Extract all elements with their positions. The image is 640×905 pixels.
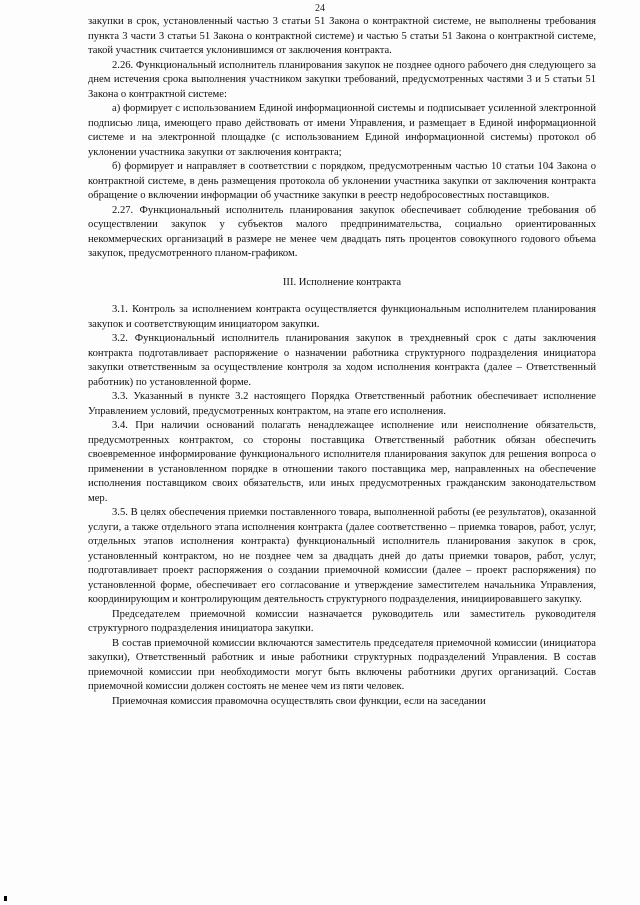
paragraph: 3.3. Указанный в пункте 3.2 настоящего Порядка Ответственный работник обеспечивает исполнение Управлением условий, предусмотренных контрактом, на этапе его исполнения. — [88, 391, 596, 417]
paragraph: а) формирует с использованием Единой информационной системы и подписывает усиленной электронной подписью лица, имеющего право действовать от имени Управления, и размещает в Единой информационной системе и на электронной площадке (с использованием Единой информационной системы) протокол об уклонении участника закупки от заключения контракта; — [88, 103, 596, 158]
section-heading: III. Исполнение контракта — [282, 276, 402, 288]
paragraph: 2.26. Функциональный исполнитель планирования закупок не позднее одного рабочего дня следующего за днем истечения срока выполнения участником закупки требований, предусмотренных частями 3 и 5 статьи 51 Закона о контрактной системе: — [88, 59, 596, 100]
paragraph: 2.27. Функциональный исполнитель планирования закупок обеспечивает соблюдение требования об осуществлении закупок у субъектов малого предпринимательства, социально ориентированных некоммерческих организаций в размере не менее чем двадцать пять процентов совокупного годового объема закупок, предусмотренного планом-графиком. — [88, 204, 596, 259]
paragraph: Приемочная комиссия правомочна осуществлять свои функции, если на заседании — [112, 695, 486, 707]
paragraph: закупки в срок, установленный частью 3 статьи 51 Закона о контрактной системе, не выполнены требования пункта 3 части 3 статьи 51 Закона о контрактной системе) и частью 5 статьи 51 Закона о контрактной системе, такой участник считается уклонившимся от заключения контракта. — [88, 16, 596, 56]
paragraph: б) формирует и направляет в соответствии с порядком, предусмотренным частью 10 статьи 104 Закона о контрактной системе, в день размещения протокола об уклонении участника закупки от заключения контракта обращение о включении информации об участнике закупки в реестр недобросовестных поставщиков. — [88, 161, 596, 201]
paragraph: 3.2. Функциональный исполнитель планирования закупок в трехдневный срок с даты заключения контракта подготавливает распоряжение о назначении работника структурного подразделения инициатора закупки ответственным за осуществление контроля за ходом исполнения контракта (далее – Ответственный работник) по установленной форме. — [88, 333, 596, 388]
paragraph: Председателем приемочной комиссии назначается руководитель или заместитель руководителя структурного подразделения инициатора закупки. — [88, 608, 596, 634]
paragraph: В состав приемочной комиссии включаются заместитель председателя приемочной комиссии (инициатора закупки), Ответственный работник и иные работники структурных подразделений Управления. В состав приемочной комиссии при необходимости могут быть включены работники других организаций. Состав приемочной комиссии должен состоять не менее чем из пяти человек. — [88, 637, 596, 692]
paragraph: 3.4. При наличии оснований полагать ненадлежащее исполнение или неисполнение обязательств, предусмотренных контрактом, со стороны поставщика Ответственный работник обязан обеспечить своевременное информирование функционального исполнителя планирования закупок для решения вопроса о применении в установленном порядке в отношении такого поставщика мер, направленных на обеспечение исполнения поставщиком своих обязательств, или иных предусмотренных гражданским законодательством мер. — [88, 420, 596, 504]
paragraph: 3.1. Контроль за исполнением контракта осуществляется функциональным исполнителем планирования закупок и соответствующим инициатором закупки. — [88, 304, 596, 330]
document-body — [88, 15, 596, 709]
paragraph: 3.5. В целях обеспечения приемки поставленного товара, выполненной работы (ее результатов), оказанной услуги, а также отдельного этапа исполнения контракта (далее соответственно – приемка товаров, работ, услуг, отдельных этапов исполнения контракта) функциональный исполнитель планирования закупок в срок, установленный контрактом, но не позднее чем за двадцать дней до даты приемки товаров, работ, услуг, подготавливает проект распоряжения о создании приемочной комиссии (далее – проект распоряжения) по установленной форме, обеспечивает его согласование и утверждение заместителем начальника Управления, координирующим и контролирующим деятельность структурного подразделения, инициировавшего закупку. — [88, 507, 596, 605]
page-number: 24 — [315, 3, 325, 14]
scan-mark — [4, 896, 7, 901]
